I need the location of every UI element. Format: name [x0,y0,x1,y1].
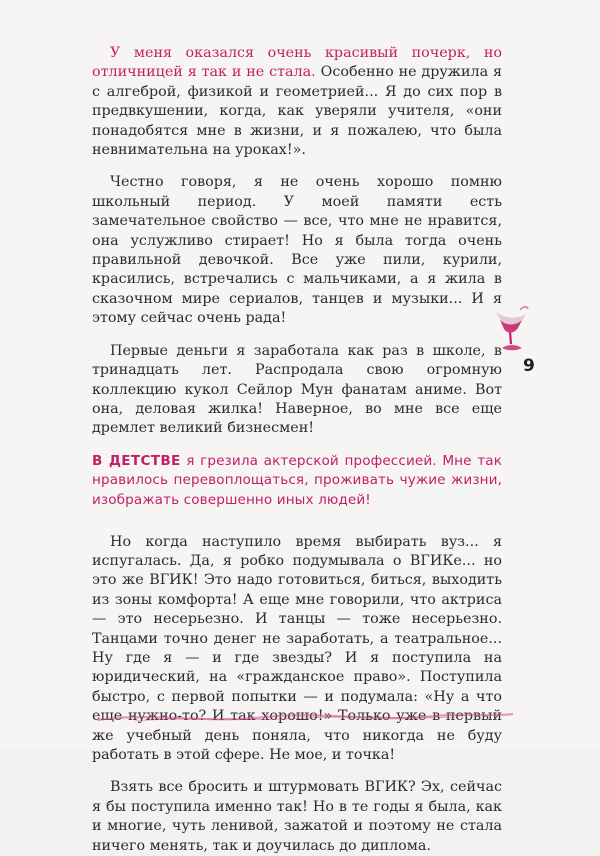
pull-quote-caps: В ДЕТСТВЕ [92,452,181,469]
pull-quote [92,452,502,511]
page-text [92,44,502,856]
page-number: 9 [523,356,535,376]
pull-quote-body: я грезила актерской профессией. Мне так нравилось перевоплощаться, проживать чужие жизни, изображать совершенно иных людей! [92,452,503,508]
cocktail-glass-icon [490,304,534,354]
paragraph-2: Честно говоря, я не очень хорошо помню школьный период. У моей памяти есть замечательное свойство — все, что мне не нравится, она услужливо стирает! Но я была тогда очень правильной девочкой. Все уже пили, курили, красились, встречались с мальчиками, а я жила в сказочном мире сериалов, танцев и музыки... И я этому сейчас очень рада! [92,174,502,327]
paragraph-1-body: Особенно не дружила я с алгеброй, физикой и геометрией... Я до сих пор в предвкушении, когда, как уверяли учителя, «они понадобятся мне в жизни, и я пожалею, что была невнимательна на уроках!». [92,64,502,159]
paragraph-5: Взять все бросить и штурмовать ВГИК? Эх, сейчас я бы поступила именно так! Но в те годы я была, как и многие, чуть ленивой, зажатой и поэтому не стала ничего менять, так и доучилась до диплома. [92,779,502,854]
paragraph-1 [92,44,502,160]
paragraph-1-highlight: У меня оказался очень красивый почерк, но отличницей я так и не стала. [92,45,502,81]
paragraph-3: Первые деньги я заработала как раз в школе, в тринадцать лет. Распродала свою огромную коллекцию кукол Сейлор Мун фанатам аниме. Вот она, деловая жилка! Наверное, во мне все еще дремлет великий бизнесмен! [92,342,502,437]
paragraph-4: Но когда наступило время выбирать вуз... я испугалась. Да, я робко подумывала о ВГИКе... но это же ВГИК! Это надо готовиться, биться, выходить из зоны комфорта! А еще мне говорили, что актриса — это несерьезно. И танцы — тоже несерьезно. Танцами точно денег не заработать, а театральное... Ну где я — и где звезды? И я поступила на юридический, на «гражданское право». Поступила быстро, с первой попытки — и подумала: «Ну а что еще нужно-то? И так хорошо!» Только уже в первый же учебный день поняла, что никогда не буду работать в этой сфере. Не мое, и точка! [92,533,502,763]
brush-stroke-icon [95,708,515,728]
